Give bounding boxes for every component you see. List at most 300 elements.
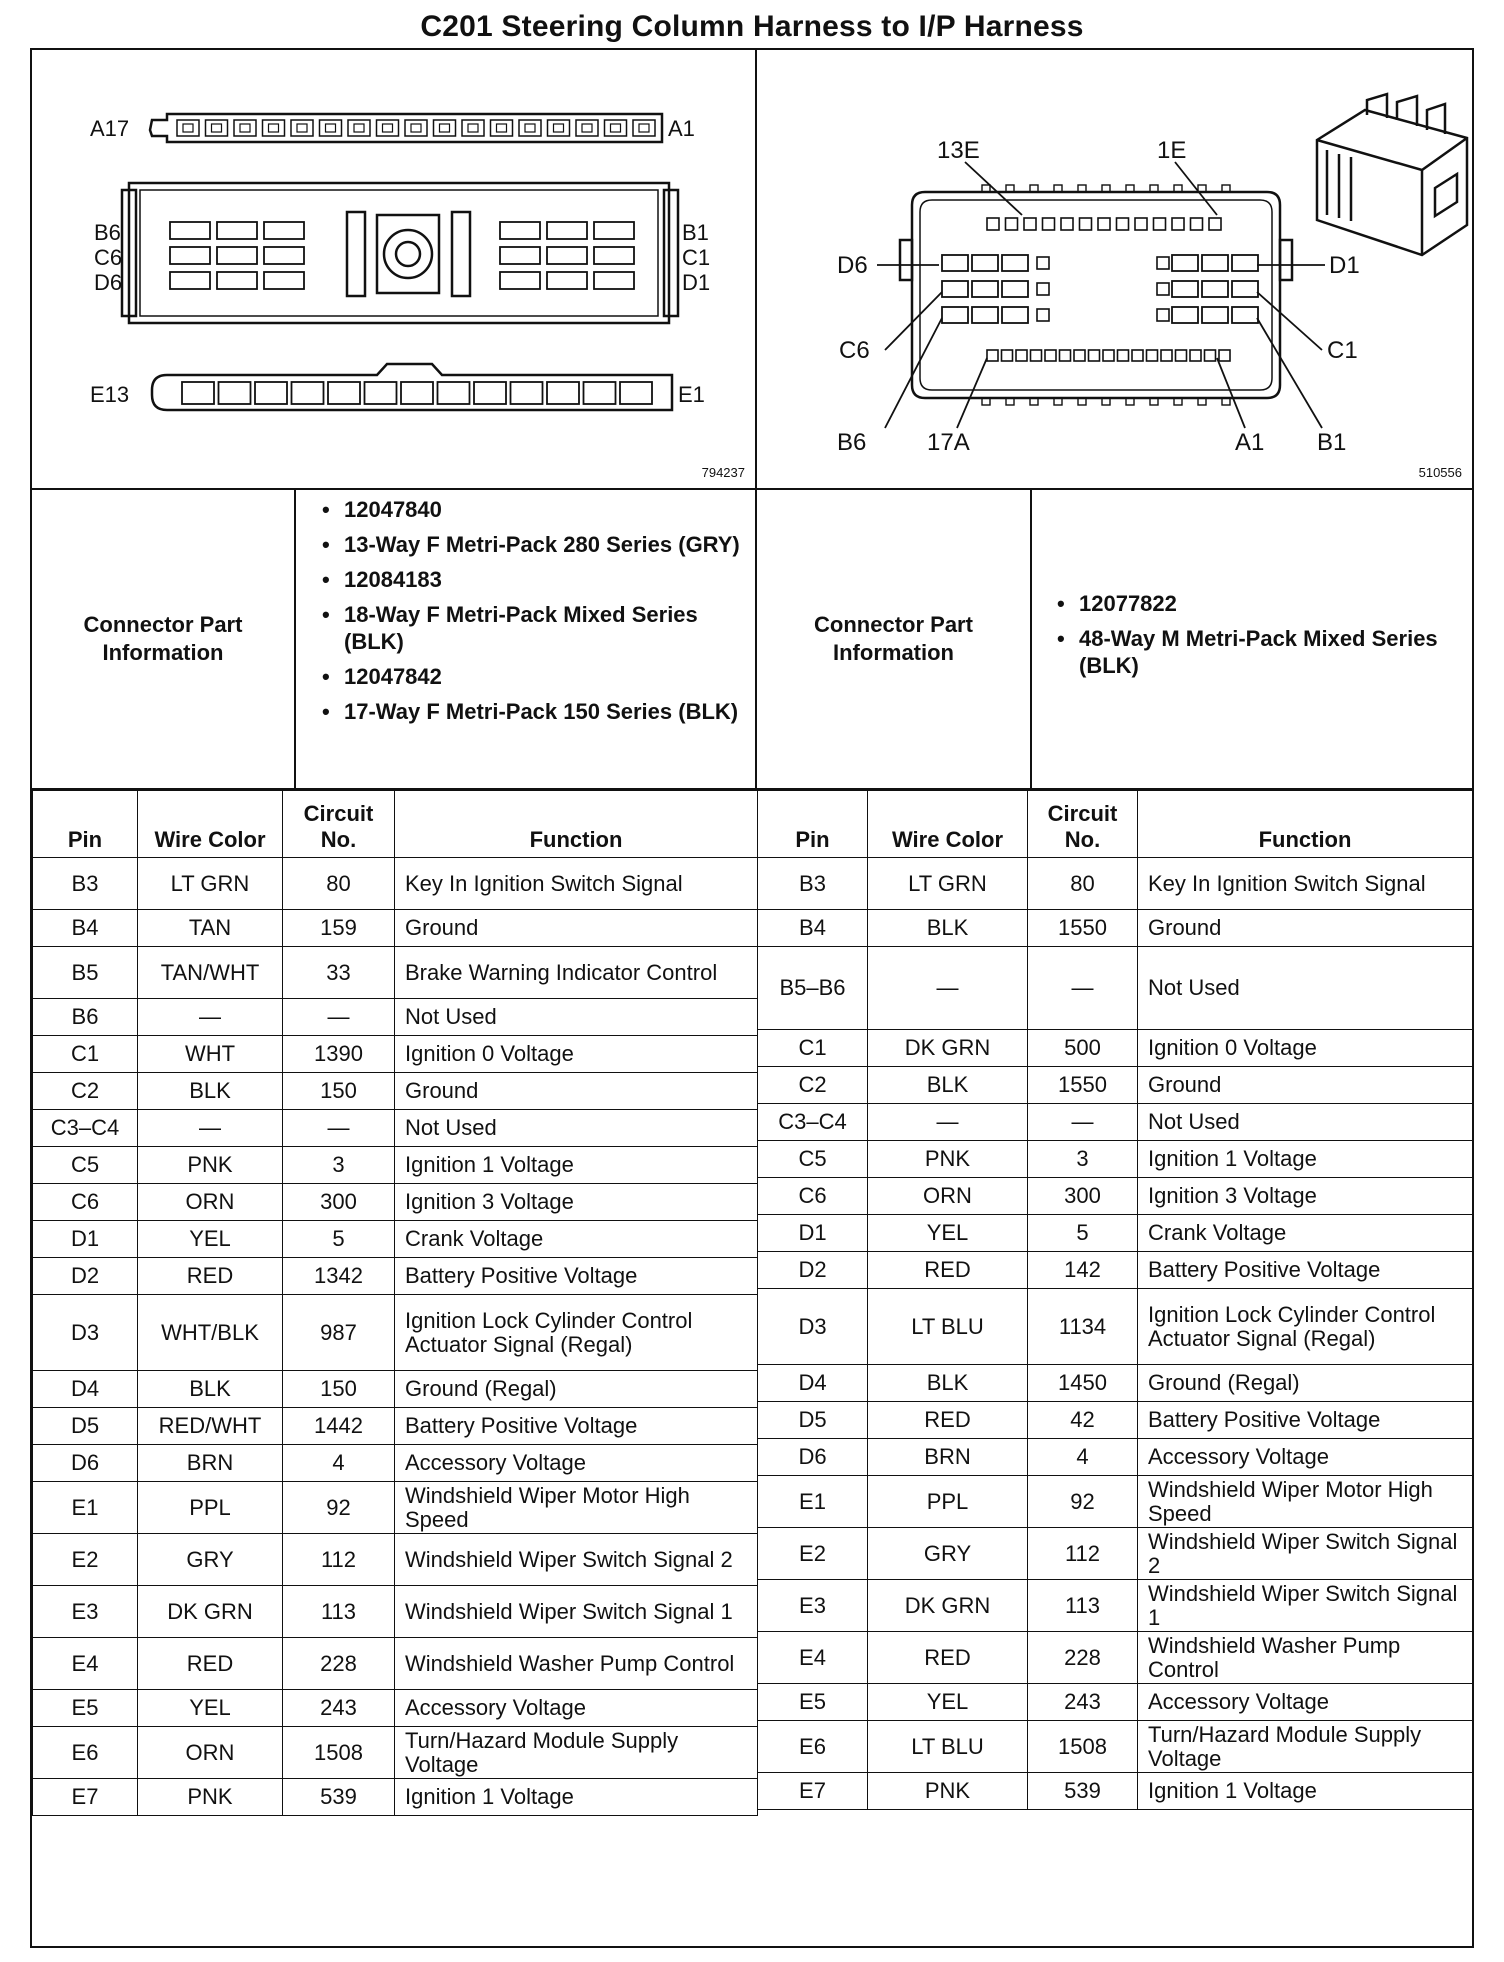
part-info-item: • 17-Way F Metri-Pack 150 Series (BLK) [322,698,742,725]
part-number-list [322,496,742,733]
terminal-pin [411,124,421,132]
terminal-cavity [348,120,370,136]
circuit-cell: — [283,1110,395,1147]
function-cell: Windshield Washer Pump Control [395,1638,758,1690]
circuit-cell: — [1028,947,1138,1030]
terminal-cavity [182,382,214,404]
function-cell: Ignition Lock Cylinder Control Actuator Signal (Regal) [1138,1289,1473,1365]
terminal-cavity [1209,218,1221,230]
terminal-cavity [605,120,627,136]
wire-color-cell: PNK [868,1773,1028,1810]
terminal-cavity [1098,218,1110,230]
function-cell: Key In Ignition Switch Signal [395,858,758,910]
part-number-list [1057,590,1457,687]
wire-color-cell: TAN/WHT [138,947,283,999]
wire-color-cell: BRN [138,1445,283,1482]
header-function: Function [395,791,758,858]
pin-cell: C5 [33,1147,138,1184]
terminal-cavity [1172,307,1198,323]
pin-cell: C5 [758,1141,868,1178]
terminal-cavity [1043,218,1055,230]
wire-color-cell: BLK [868,910,1028,947]
circuit-cell: 33 [283,947,395,999]
wire-color-cell: ORN [138,1727,283,1779]
figure-number: 794237 [701,465,745,480]
terminal-cavity [1147,350,1158,361]
function-cell: Ignition Lock Cylinder Control Actuator Signal (Regal) [395,1295,758,1371]
right-pin-table [757,790,1473,1810]
terminal-cavity [1202,255,1228,271]
center-slot-right [452,212,470,296]
terminal-cavity [1002,350,1013,361]
table-row [33,1727,758,1779]
pin-cell: D4 [758,1365,868,1402]
circuit-cell: 243 [1028,1684,1138,1721]
pin-cell: D5 [758,1402,868,1439]
terminal-cavity [547,222,587,239]
terminal-cavity [972,281,998,297]
table-row [758,910,1473,947]
left-pin-table [32,790,758,1816]
header-wire-color: Wire Color [868,791,1028,858]
circuit-cell: 3 [283,1147,395,1184]
pin-cell: E2 [758,1528,868,1580]
terminal-cavity [1172,218,1184,230]
table-row [758,947,1473,999]
table-row [33,999,758,1036]
circuit-cell: 539 [1028,1773,1138,1810]
function-cell: Windshield Wiper Switch Signal 2 [1138,1528,1473,1580]
terminal-pin [354,124,364,132]
17-way-terminal-row [177,120,655,136]
terminal-cavity [500,272,540,289]
center-slot-left [347,212,365,296]
header-function: Function [1138,791,1473,858]
part-info-item: • 12047842 [322,663,742,690]
function-cell: Not Used [395,1110,758,1147]
leader-b6 [885,318,942,428]
terminal-pin [212,124,222,132]
connector-part-info-label: Connector Part Information [757,490,1032,788]
terminal-pin [440,124,450,132]
terminal-cavity [1157,283,1169,295]
table-row [33,1534,758,1586]
function-cell: Ground [1138,910,1473,947]
row-e-terminals [987,218,1221,230]
terminal-cavity [206,120,228,136]
wire-color-cell: YEL [868,1684,1028,1721]
label-b1-right: B1 [1317,429,1347,456]
terminal-cavity [1157,309,1169,321]
function-cell: Accessory Voltage [1138,1684,1473,1721]
terminal-cavity [401,382,433,404]
circuit-cell: 300 [1028,1178,1138,1215]
pin-cell: E6 [758,1721,868,1773]
table-row [758,1528,1473,1580]
wire-color-cell: — [868,1104,1028,1141]
label-13e: 13E [937,137,980,164]
table-row [758,1476,1473,1528]
circuit-cell: — [1028,1104,1138,1141]
wire-color-cell: — [138,1110,283,1147]
table-row [33,1779,758,1816]
terminal-cavity [500,222,540,239]
wire-color-cell: WHT/BLK [138,1295,283,1371]
terminal-cavity [1037,283,1049,295]
function-cell: Windshield Washer Pump Control [1138,1632,1473,1684]
wire-color-cell: GRY [868,1528,1028,1580]
table-row [758,858,1473,910]
wire-color-cell: RED/WHT [138,1408,283,1445]
circuit-cell: 1442 [283,1408,395,1445]
terminal-cavity [972,255,998,271]
wire-color-cell: ORN [138,1184,283,1221]
terminal-cavity [1118,350,1129,361]
wire-color-cell: TAN [138,910,283,947]
pin-cell: D6 [758,1439,868,1476]
wire-color-cell: DK GRN [138,1586,283,1638]
terminal-cavity [438,382,470,404]
pin-cell: B3 [33,858,138,910]
terminal-cavity [547,382,579,404]
terminal-cavity [405,120,427,136]
table-row [758,1215,1473,1252]
function-cell: Ignition 1 Voltage [1138,1773,1473,1810]
circuit-cell: 42 [1028,1402,1138,1439]
wire-color-cell: YEL [138,1690,283,1727]
right-connector-drawing [757,50,1472,490]
table-row [758,1684,1473,1721]
terminal-cavity [594,247,634,264]
circuit-cell: 142 [1028,1252,1138,1289]
figure-number: 510556 [1418,465,1462,480]
terminal-cavity [1219,350,1230,361]
pin-cell: D3 [33,1295,138,1371]
terminal-cavity [1202,307,1228,323]
terminal-cavity [292,382,324,404]
wire-color-cell: BLK [138,1073,283,1110]
function-cell: Ignition 1 Voltage [395,1779,758,1816]
pin-cell: D2 [758,1252,868,1289]
function-cell: Windshield Wiper Motor High Speed [1138,1476,1473,1528]
terminal-cavity [1161,350,1172,361]
label-1e: 1E [1157,137,1187,164]
function-cell: Crank Voltage [395,1221,758,1258]
pin-cell: C3–C4 [758,1104,868,1141]
connector-part-info-label: Connector Part Information [32,490,296,788]
terminal-cavity [500,247,540,264]
table-row [758,1141,1473,1178]
table-row [33,1638,758,1690]
circuit-cell: 112 [283,1534,395,1586]
terminal-cavity [1232,255,1258,271]
wire-color-cell: PPL [138,1482,283,1534]
terminal-cavity [1002,255,1028,271]
table-row [758,1721,1473,1773]
pin-cell: D1 [758,1215,868,1252]
terminal-pin [383,124,393,132]
table-row [758,1030,1473,1067]
table-row [33,1221,758,1258]
function-cell: Ground (Regal) [1138,1365,1473,1402]
leader-a1 [1217,358,1245,428]
pin-cell: C6 [33,1184,138,1221]
pin-cell: E7 [33,1779,138,1816]
table-row [33,1036,758,1073]
terminal-cavity [234,120,256,136]
label-e13: E13 [90,382,130,407]
function-cell: Accessory Voltage [395,1445,758,1482]
circuit-cell: 1550 [1028,910,1138,947]
wire-color-cell: YEL [138,1221,283,1258]
terminal-cavity [1024,218,1036,230]
wire-color-cell: BLK [138,1371,283,1408]
center-key-outer [384,230,432,278]
terminal-cavity [1232,281,1258,297]
wire-color-cell: RED [868,1632,1028,1684]
circuit-cell: 150 [283,1073,395,1110]
left-connector-drawing [32,50,757,490]
terminal-cavity [1117,218,1129,230]
circuit-cell: 3 [1028,1141,1138,1178]
table-row [758,1067,1473,1104]
label-a1-right: A1 [1235,429,1265,456]
table-row [758,1104,1473,1141]
terminal-cavity [1002,307,1028,323]
center-key-inner [396,242,420,266]
function-cell: Windshield Wiper Switch Signal 1 [1138,1580,1473,1632]
circuit-cell: 500 [1028,1030,1138,1067]
function-cell: Ground [395,910,758,947]
terminal-cavity [548,120,570,136]
table-row [33,1184,758,1221]
circuit-cell: 1508 [1028,1721,1138,1773]
wire-color-cell: PNK [138,1147,283,1184]
part-info-item: • 12077822 [1057,590,1457,617]
pin-cell: D3 [758,1289,868,1365]
pin-cell: E4 [758,1632,868,1684]
wire-color-cell: LT GRN [138,858,283,910]
terminal-cavity [263,120,285,136]
terminal-cavity [620,382,652,404]
function-cell: Accessory Voltage [395,1690,758,1727]
terminal-cavity [987,218,999,230]
function-cell: Ignition 0 Voltage [1138,1030,1473,1067]
terminal-cavity [1006,218,1018,230]
terminal-cavity [584,382,616,404]
pin-cell: C3–C4 [33,1110,138,1147]
terminal-cavity [217,247,257,264]
label-c6-right: C6 [839,337,870,364]
terminal-cavity [1089,350,1100,361]
terminal-cavity [519,120,541,136]
circuit-cell: 159 [283,910,395,947]
circuit-cell: 1390 [283,1036,395,1073]
wire-color-cell: — [868,947,1028,1030]
label-d6: D6 [94,270,123,295]
connector-chart [30,48,1474,1948]
terminal-pin [582,124,592,132]
wire-color-cell: BLK [868,1365,1028,1402]
terminal-cavity [1154,218,1166,230]
terminal-cavity [547,272,587,289]
pin-cell: E3 [33,1586,138,1638]
circuit-cell: 113 [1028,1580,1138,1632]
terminal-cavity [264,272,304,289]
header-circuit-no: Circuit No. [283,791,395,858]
pin-cell: E6 [33,1727,138,1779]
center-key-frame [377,215,439,293]
table-row [33,1073,758,1110]
label-b6-right: B6 [837,429,867,456]
table-row [758,1439,1473,1476]
page-title: C201 Steering Column Harness to I/P Harness [420,10,1084,43]
terminal-cavity [255,382,287,404]
terminal-cavity [264,247,304,264]
pin-cell: D5 [33,1408,138,1445]
wire-color-cell: LT GRN [868,858,1028,910]
terminal-pin [554,124,564,132]
wire-color-cell: WHT [138,1036,283,1073]
leader-c1 [1257,292,1322,350]
pin-cell: D1 [33,1221,138,1258]
function-cell: Windshield Wiper Switch Signal 1 [395,1586,758,1638]
pin-cell: C2 [33,1073,138,1110]
label-b6: B6 [94,220,121,245]
left-connector-figure [32,50,757,490]
function-cell: Battery Positive Voltage [395,1408,758,1445]
terminal-pin [497,124,507,132]
right-latch [664,190,678,316]
wire-color-cell: YEL [868,1215,1028,1252]
function-cell: Ignition 3 Voltage [395,1184,758,1221]
terminal-pin [639,124,649,132]
circuit-cell: 92 [283,1482,395,1534]
table-row [33,1482,758,1534]
table-row [33,910,758,947]
table-row [758,1178,1473,1215]
pin-cell: B5 [33,947,138,999]
pin-cell: B3 [758,858,868,910]
function-cell: Ignition 3 Voltage [1138,1178,1473,1215]
table-row [758,1402,1473,1439]
wire-color-cell: GRY [138,1534,283,1586]
wire-color-cell: — [138,999,283,1036]
table-row [33,1295,758,1371]
terminal-pin [525,124,535,132]
function-cell: Brake Warning Indicator Control [395,947,758,999]
label-d1-right: D1 [1329,252,1360,279]
terminal-cavity [1190,350,1201,361]
wire-color-cell: DK GRN [868,1580,1028,1632]
function-cell: Ignition 0 Voltage [395,1036,758,1073]
label-a17: A17 [90,116,130,141]
wire-color-cell: PPL [868,1476,1028,1528]
label-e1: E1 [678,382,705,407]
table-row [758,1289,1473,1365]
table-row [33,858,758,910]
function-cell: Not Used [1138,947,1473,1030]
pin-cell: D4 [33,1371,138,1408]
terminal-cavity [1061,218,1073,230]
leader-c6 [885,292,942,350]
pin-cell: E5 [758,1684,868,1721]
terminal-cavity [1135,218,1147,230]
function-cell: Crank Voltage [1138,1215,1473,1252]
circuit-cell: 228 [283,1638,395,1690]
terminal-cavity [1002,281,1028,297]
function-cell: Ignition 1 Voltage [1138,1141,1473,1178]
function-cell: Ignition 1 Voltage [395,1147,758,1184]
pin-cell: C2 [758,1067,868,1104]
label-c6: C6 [94,245,123,270]
pin-cell: E1 [758,1476,868,1528]
terminal-cavity [942,255,968,271]
terminal-cavity [217,222,257,239]
terminal-cavity [170,272,210,289]
pin-cell: B4 [758,910,868,947]
table-row [33,1445,758,1482]
circuit-cell: 80 [283,858,395,910]
terminal-cavity [1157,257,1169,269]
function-cell: Turn/Hazard Module Supply Voltage [395,1727,758,1779]
terminal-cavity [434,120,456,136]
terminal-cavity [1031,350,1042,361]
terminal-cavity [1205,350,1216,361]
label-a1: A1 [668,116,695,141]
circuit-cell: 987 [283,1295,395,1371]
pin-cell: E2 [33,1534,138,1586]
circuit-cell: 1450 [1028,1365,1138,1402]
terminal-cavity [217,272,257,289]
pin-cell: E5 [33,1690,138,1727]
circuit-cell: 4 [1028,1439,1138,1476]
circuit-cell: 5 [283,1221,395,1258]
pin-cell: C6 [758,1178,868,1215]
terminal-cavity [1074,350,1085,361]
terminal-cavity [1202,281,1228,297]
table-row [33,1110,758,1147]
function-cell: Not Used [395,999,758,1036]
terminal-cavity [177,120,199,136]
table-row [33,1147,758,1184]
terminal-cavity [170,247,210,264]
row-a-terminals [987,350,1230,361]
terminal-cavity [219,382,251,404]
terminal-cavity [1232,307,1258,323]
terminal-cavity [1060,350,1071,361]
pin-cell: E4 [33,1638,138,1690]
terminal-cavity [377,120,399,136]
label-b1: B1 [682,220,709,245]
function-cell: Battery Positive Voltage [1138,1402,1473,1439]
function-cell: Not Used [1138,1104,1473,1141]
circuit-cell: 228 [1028,1632,1138,1684]
terminal-cavity [987,350,998,361]
terminal-pin [240,124,250,132]
terminal-cavity [576,120,598,136]
terminal-cavity [1037,257,1049,269]
pin-cell: C1 [33,1036,138,1073]
circuit-cell: 1342 [283,1258,395,1295]
terminal-cavity [1016,350,1027,361]
wire-color-cell: LT BLU [868,1721,1028,1773]
pin-cell: D2 [33,1258,138,1295]
wire-color-cell: PNK [138,1779,283,1816]
table-row [758,1365,1473,1402]
terminal-pin [183,124,193,132]
terminal-cavity [474,382,506,404]
